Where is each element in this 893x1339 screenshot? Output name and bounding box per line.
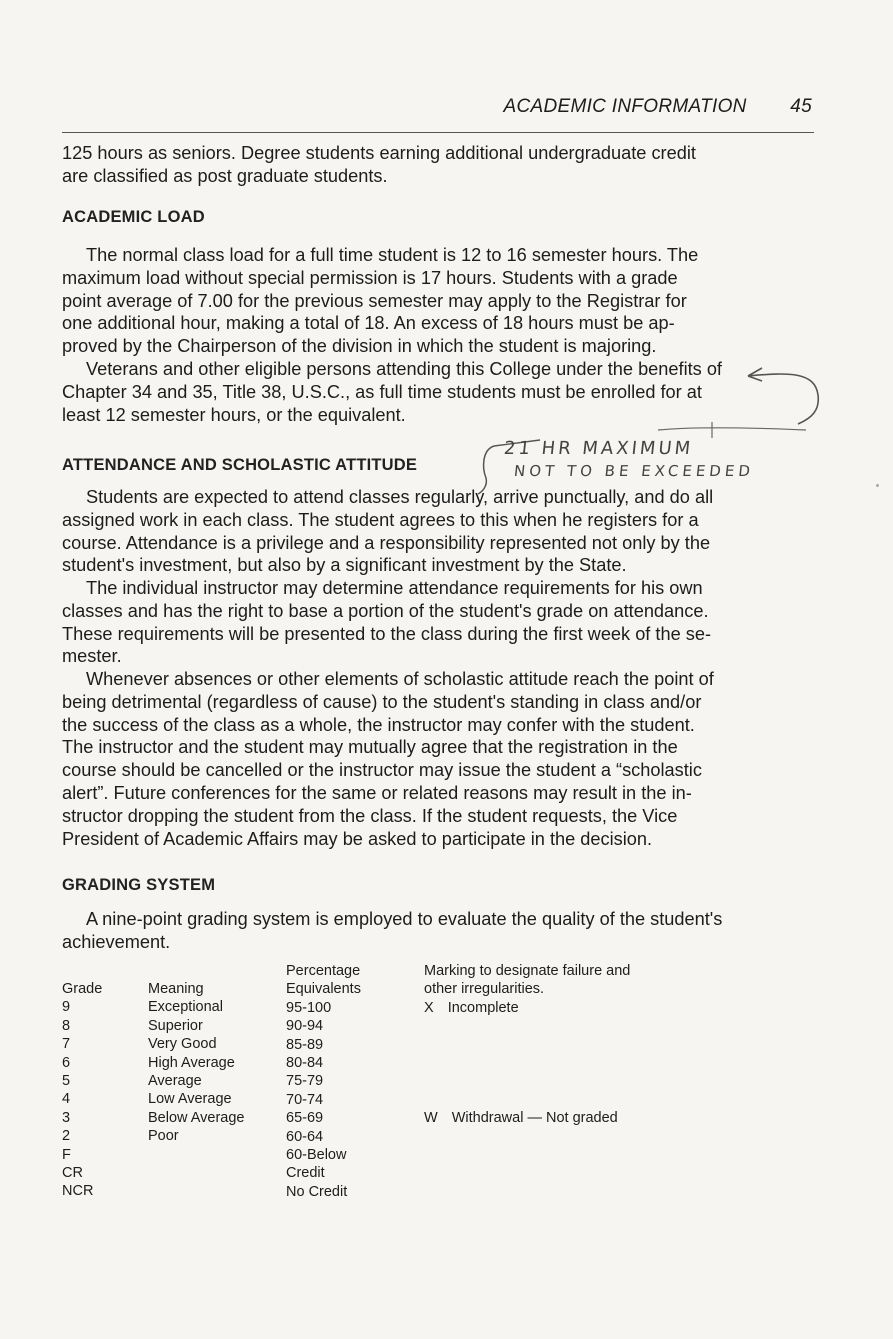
page-number: 45 <box>790 96 812 117</box>
percent-cell: 60-64 <box>286 1128 324 1145</box>
percent-cell: 90-94 <box>286 1018 324 1035</box>
grade-cell: 8 <box>62 1017 71 1034</box>
grade-cell: 3 <box>62 1109 71 1126</box>
column-header: Percentage <box>286 963 361 979</box>
meaning-cell: Very Good <box>148 1036 217 1053</box>
meaning-column <box>148 980 244 1146</box>
text-line: are classified as post graduate students. <box>62 165 388 186</box>
column-header: Marking to designate failure and <box>424 963 631 979</box>
column-header: Meaning <box>148 981 204 997</box>
text-line: The instructor and the student may mutually agree that the registration in the <box>62 737 678 758</box>
percent-cell: No Credit <box>286 1183 348 1200</box>
underline-mark <box>658 428 806 430</box>
text-line: maximum load without special permission is 17 hours. Students with a grade <box>62 267 678 288</box>
meaning-cell: Poor <box>148 1128 179 1145</box>
percent-cell: 75-79 <box>286 1073 324 1090</box>
academic-load-heading: ACADEMIC LOAD <box>62 208 205 226</box>
marking-label: Withdrawal — Not graded <box>451 1110 618 1127</box>
text-line: being detrimental (regardless of cause) to the student's standing in class and/or <box>62 691 702 712</box>
percent-cell: 95-100 <box>286 999 332 1016</box>
grade-cell: CR <box>62 1165 83 1182</box>
grade-cell: 2 <box>62 1128 71 1145</box>
text-line: proved by the Chairperson of the division in which the student is majoring. <box>62 336 657 357</box>
percentage-column <box>286 962 361 1201</box>
column-header: Equivalents <box>286 981 361 998</box>
text-line: least 12 semester hours, or the equivalent. <box>62 404 406 425</box>
grade-cell: F <box>62 1146 71 1163</box>
text-line: Whenever absences or other elements of scholastic attitude reach the point of <box>86 669 714 689</box>
text-line: assigned work in each class. The student agrees to this when he registers for a <box>62 509 699 530</box>
attendance-paragraph-1 <box>62 486 814 577</box>
text-line: 125 hours as seniors. Degree students earning additional undergraduate credit <box>62 143 696 163</box>
attendance-paragraph-2 <box>62 577 814 668</box>
percent-cell: Credit <box>286 1165 325 1182</box>
text-line: structor dropping the student from the class. If the student requests, the Vice <box>62 805 678 826</box>
percent-cell: 80-84 <box>286 1055 324 1072</box>
text-line: Chapter 34 and 35, Title 38, U.S.C., as full time students must be enrolled for at <box>62 381 702 402</box>
text-line: The individual instructor may determine attendance requirements for his own <box>86 578 703 598</box>
marking-column <box>424 962 630 1128</box>
column-header: Grade <box>62 981 103 997</box>
text-line: student's investment, but also by a significant investment by the State. <box>62 555 627 576</box>
text-line: mester. <box>62 646 122 667</box>
meaning-cell: Low Average <box>148 1091 232 1108</box>
grade-cell: 9 <box>62 999 71 1016</box>
text-line: alert”. Future conferences for the same or related reasons may result in the in- <box>62 782 692 803</box>
percent-cell: 60-Below <box>286 1147 347 1164</box>
text-line: President of Academic Affairs may be asked to participate in the decision. <box>62 828 653 849</box>
text-line: classes and has the right to base a portion of the student's grade on attendance. <box>62 600 709 621</box>
percent-cell: 85-89 <box>286 1036 324 1053</box>
text-line: A nine-point grading system is employed to evaluate the quality of the student's <box>86 909 723 929</box>
meaning-cell: Superior <box>148 1017 203 1034</box>
attendance-paragraph-3 <box>62 668 814 850</box>
text-line: course should be cancelled or the instructor may issue the student a “scholastic <box>62 760 702 781</box>
grade-cell: 5 <box>62 1073 71 1090</box>
marking-code: W <box>424 1110 438 1127</box>
marking-row <box>424 1109 630 1127</box>
text-line: These requirements will be presented to the class during the first week of the se- <box>62 623 712 644</box>
grade-cell: NCR <box>62 1183 94 1200</box>
meaning-cell: Exceptional <box>148 999 223 1016</box>
marking-row <box>424 999 630 1017</box>
marking-label: Incomplete <box>447 999 519 1016</box>
text-line: The normal class load for a full time student is 12 to 16 semester hours. The <box>86 245 699 265</box>
text-line: one additional hour, making a total of 18. An excess of 18 hours must be ap- <box>62 313 675 334</box>
text-line: the success of the class as a whole, the instructor may confer with the student. <box>62 714 695 735</box>
text-line: achievement. <box>62 931 171 952</box>
percent-cell: 65-69 <box>286 1110 324 1127</box>
attendance-heading: ATTENDANCE AND SCHOLASTIC ATTITUDE <box>62 456 418 474</box>
arrow-mark <box>748 368 818 424</box>
marking-code: X <box>424 999 434 1016</box>
meaning-cell: Below Average <box>148 1109 245 1126</box>
grade-cell: 6 <box>62 1054 71 1071</box>
grade-cell: 7 <box>62 1036 71 1053</box>
meaning-cell: High Average <box>148 1054 235 1071</box>
column-header: other irregularities. <box>424 981 545 998</box>
handwritten-note-line-1: 21 HR MAXIMUM <box>502 438 695 459</box>
handwritten-note-line-2: NOT TO BE EXCEEDED <box>513 462 755 480</box>
text-line: point average of 7.00 for the previous semester may apply to the Registrar for <box>62 290 687 311</box>
grading-paragraph <box>62 908 814 954</box>
scan-speck <box>876 484 879 487</box>
text-line: Veterans and other eligible persons attending this College under the benefits of <box>86 359 722 379</box>
grading-heading: GRADING SYSTEM <box>62 876 216 894</box>
grade-column <box>62 980 102 1201</box>
meaning-cell: Average <box>148 1073 202 1090</box>
grade-cell: 4 <box>62 1091 71 1108</box>
text-line: Students are expected to attend classes regularly, arrive punctually, and do all <box>86 487 714 507</box>
section-title: ACADEMIC INFORMATION <box>503 96 747 117</box>
text-line: course. Attendance is a privilege and a responsibility represented not only by the <box>62 532 711 553</box>
percent-cell: 70-74 <box>286 1091 324 1108</box>
